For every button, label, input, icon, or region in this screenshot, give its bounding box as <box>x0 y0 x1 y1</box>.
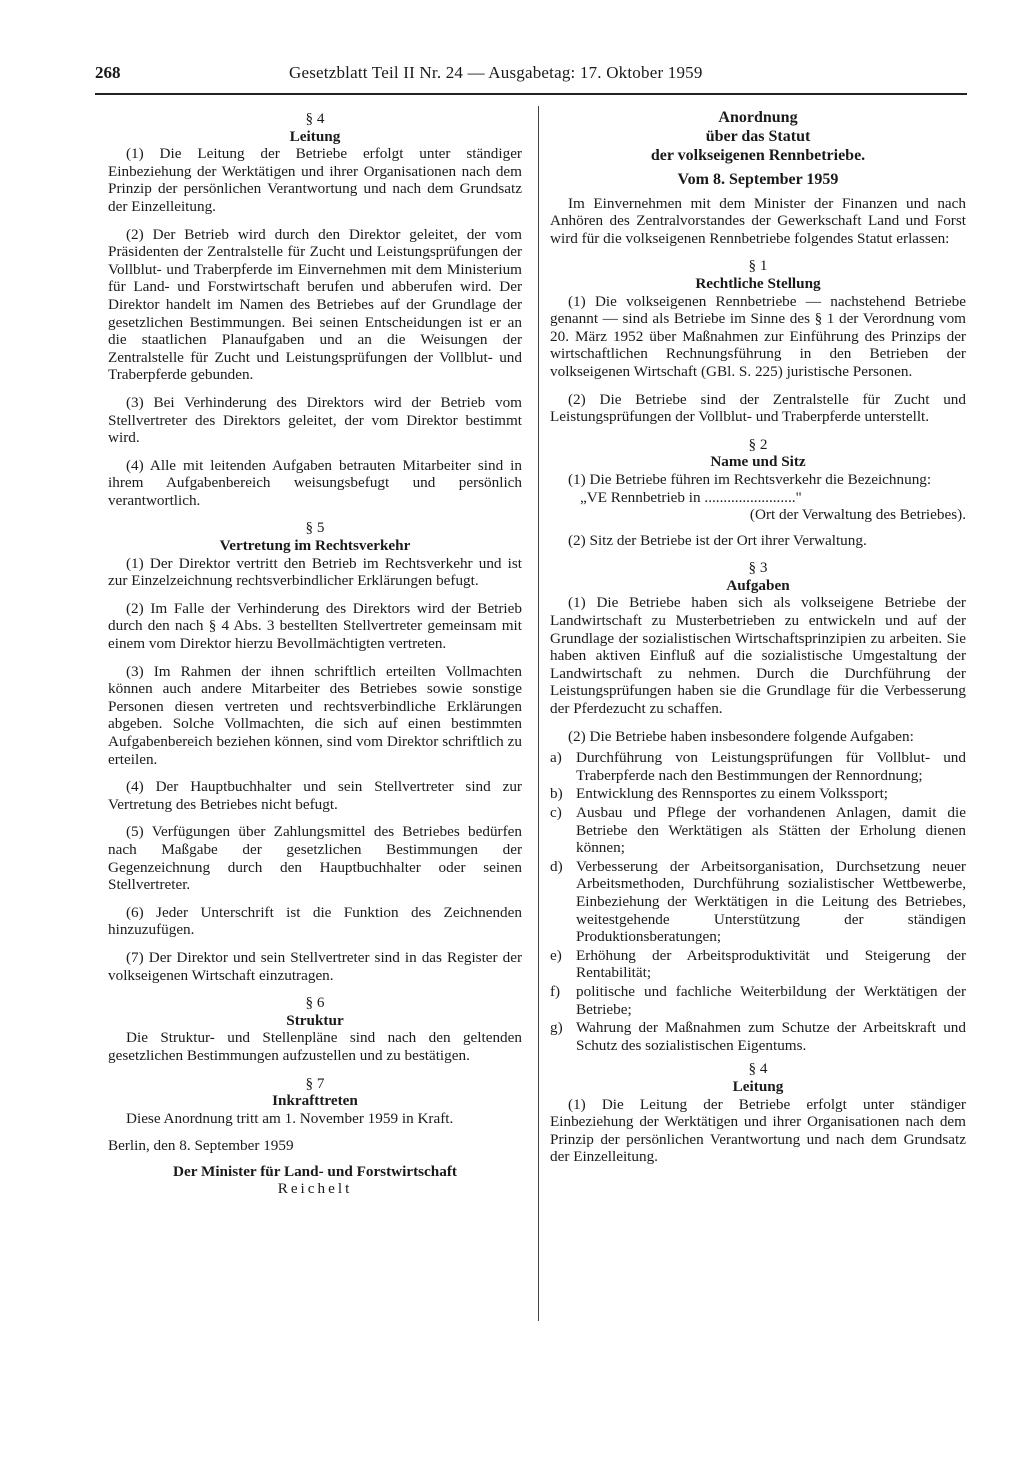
paragraph: (1) Die volkseigenen Rennbetriebe — nachstehend Betriebe genannt — sind als Betriebe im Sinne des § 1 der Verordnung vom 20. März 1952 über Maßnahmen zur Einführung des Prinzips der wirtschaftlichen Rechnungsführung in den Betrieben der volkseigenen Wirtschaft (GBl. S. 225) juristische Personen. <box>550 292 966 380</box>
section-5 <box>108 519 522 984</box>
list-item-text: Ausbau und Pflege der vorhandenen Anlagen, damit die Betriebe den Werktätigen als Stätten der Erholung dienen können; <box>576 804 966 857</box>
paragraph: Die Struktur- und Stellenpläne sind nach den geltenden gesetzlichen Bestimmungen aufzustellen und zu bestätigen. <box>108 1029 522 1064</box>
section-title: Vertretung im Rechtsverkehr <box>219 537 411 555</box>
list-item <box>550 785 966 803</box>
list-item-label: c) <box>550 804 562 821</box>
list-item-text: Verbesserung der Arbeitsorganisation, Durchsetzung neuer Arbeitsmethoden, Durchführung sozialistischer Wettbewerbe, Einbeziehung der Werktätigen in die Leitung des Betriebes, weitestgehende Unterstützung der ständigen Produktionsberatungen; <box>576 857 966 946</box>
list-item-text: Durchführung von Leistungsprüfungen für Vollblut- und Traberpferde nach den Bestimmungen der Rennordnung; <box>576 749 966 784</box>
section-4-right <box>550 1060 966 1166</box>
paragraph: (1) Der Direktor vertritt den Betrieb im Rechtsverkehr und ist zur Einzelzeichnung rechtsverbindlicher Erklärungen befugt. <box>108 554 522 590</box>
section-number: § 2 <box>748 435 768 453</box>
paragraph: (4) Alle mit leitenden Aufgaben betrauten Mitarbeiter sind in ihrem Aufgabenbereich weisungsbefugt und persönlich verantwortlich. <box>108 456 522 509</box>
list-item-text: Entwicklung des Rennsportes zu einem Volkssport; <box>576 785 889 803</box>
running-title: Gesetzblatt Teil II Nr. 24 — Ausgabetag: 17. Oktober 1959 <box>289 63 703 82</box>
section-number: § 3 <box>748 559 768 577</box>
section-2 <box>550 436 966 550</box>
section-number: § 5 <box>305 519 325 537</box>
list-item <box>550 1019 966 1054</box>
section-number: § 7 <box>305 1074 325 1092</box>
section-number: § 1 <box>748 257 768 275</box>
list-item <box>550 983 966 1018</box>
list-item-label: g) <box>550 1019 563 1037</box>
list-item-label: e) <box>550 946 562 964</box>
section-3 <box>550 559 966 1054</box>
list-item-text: Erhöhung der Arbeitsproduktivität und Steigerung der Rentabilität; <box>576 946 966 982</box>
section-7 <box>108 1075 522 1128</box>
paragraph: (2) Im Falle der Verhinderung des Direktors wird der Betrieb durch den nach § 4 Abs. 3 bestellten Stellvertreter gemeinsam mit einem vom Direktor hierzu Bevollmächtigten vertreten. <box>108 599 522 653</box>
list-item-label: d) <box>550 857 563 875</box>
list-item <box>550 858 966 946</box>
section-title: Rechtliche Stellung <box>695 274 821 292</box>
section-title: Leitung <box>289 127 341 145</box>
section-4-left <box>108 110 522 509</box>
page-number: 268 <box>95 63 121 82</box>
section-title: Struktur <box>286 1011 344 1029</box>
document-date: Vom 8. September 1959 <box>677 171 839 188</box>
section-6 <box>108 994 522 1064</box>
page-header <box>95 63 967 95</box>
signatory-name: Reichelt <box>277 1180 353 1198</box>
paragraph: (3) Im Rahmen der ihnen schriftlich erteilten Vollmachten können auch andere Mitarbeiter des Betriebes sowie sonstige Personen diesen vertreten und rechtsverbindliche Erklärungen abgeben. Solche Vollmachten, die sich auf einen bestimmten Aufgabenbereich beziehen können, sind vom Direktor schriftlich zu erteilen. <box>108 662 522 768</box>
section-title: Aufgaben <box>726 576 790 594</box>
paragraph: (5) Verfügungen über Zahlungsmittel des Betriebes bedürfen nach Maßgabe der gesetzlichen Bestimmungen der Gegenzeichnung durch den Hauptbuchhalter oder seinen Stellvertreter. <box>108 823 522 894</box>
paragraph: (1) Die Leitung der Betriebe erfolgt unter ständiger Einbeziehung der Werktätigen und ihrer Organisationen nach dem Prinzip der persönlichen Verantwortung und nach dem Grundsatz der Einzelleitung. <box>108 145 522 215</box>
paragraph: (1) Die Betriebe haben sich als volkseigene Betriebe der Landwirtschaft zu Musterbetrieben zu entwickeln und auf der Grundlage der sozialistischen Wirtschaftsprinzipien zu arbeiten. Sie haben aktiven Einfluß auf die sozialistische Umgestaltung der Landwirtschaft zu nehmen. Durch die Durchführung der Leistungsprüfungen haben sie die Grundlage für die Verbesserung der Pferdezucht zu schaffen. <box>550 594 966 718</box>
column-divider <box>538 106 539 1321</box>
left-column <box>108 106 522 1198</box>
list-item-label: a) <box>550 749 562 767</box>
paragraph: (4) Der Hauptbuchhalter und sein Stellvertreter sind zur Vertretung des Betriebes nicht befugt. <box>108 778 522 813</box>
designation-note: (Ort der Verwaltung des Betriebes). <box>749 506 966 524</box>
section-1 <box>550 257 966 425</box>
designation-formula: „VE Rennbetrieb in ........................" <box>580 488 802 506</box>
paragraph: (2) Sitz der Betriebe ist der Ort ihrer Verwaltung. <box>568 531 867 549</box>
list-item <box>550 947 966 982</box>
document-title-line: der volkseigenen Rennbetriebe. <box>650 147 866 164</box>
section-title: Inkrafttreten <box>272 1092 358 1110</box>
right-column <box>550 108 966 1176</box>
section-number: § 6 <box>305 994 325 1012</box>
section-number: § 4 <box>305 110 325 127</box>
list-item-label: f) <box>550 982 561 1000</box>
preamble: Im Einvernehmen mit dem Minister der Finanzen und nach Anhören des Zentralvorstandes der Gewerkschaft Land und Forst wird für die volkseigenen Rennbetriebe folgendes Statut erlassen: <box>550 194 966 247</box>
list-item <box>550 749 966 784</box>
paragraph: (1) Die Betriebe führen im Rechtsverkehr die Bezeichnung: <box>568 470 932 488</box>
paragraph: (6) Jeder Unterschrift ist die Funktion des Zeichnenden hinzuzufügen. <box>108 903 522 939</box>
minister-title: Der Minister für Land- und Forstwirtschaft <box>173 1162 457 1180</box>
paragraph: (2) Der Betrieb wird durch den Direktor geleitet, der vom Präsidenten der Zentralstelle für Zucht und Leistungsprüfungen der Vollblut- und Traberpferde im Einvernehmen mit dem Ministerium für Land- und Forstwirtschaft berufen und abberufen wird. Der Direktor handelt im Namen des Betriebes auf der Grundlage der gesetzlichen Bestimmungen. Bei seinen Entscheidungen ist er an die staatlichen Planaufgaben und an die Weisungen der Zentralstelle für Zucht und Leistungsprüfungen der Vollblut- und Traberpferde gebunden. <box>108 225 522 384</box>
list-item-label: b) <box>550 785 563 803</box>
list-item <box>550 804 966 857</box>
paragraph: Diese Anordnung tritt am 1. November 1959 in Kraft. <box>126 1109 454 1127</box>
paragraph: (2) Die Betriebe sind der Zentralstelle für Zucht und Leistungsprüfungen der Vollblut- und Traberpferde unterstellt. <box>550 390 966 426</box>
section-title: Leitung <box>732 1077 784 1095</box>
paragraph: (7) Der Direktor und sein Stellvertreter sind in das Register der volkseigenen Wirtschaft einzutragen. <box>108 948 522 984</box>
list-item-text: politische und fachliche Weiterbildung der Werktätigen der Betriebe; <box>576 982 966 1018</box>
document-title-line: über das Statut <box>705 128 811 145</box>
document-title-line: Anordnung <box>718 109 798 126</box>
paragraph: (1) Die Leitung der Betriebe erfolgt unter ständiger Einbeziehung der Werktätigen und ihrer Organisationen nach dem Prinzip der persönlichen Verantwortung und nach dem Grundsatz der Einzelleitung. <box>550 1095 966 1166</box>
place-date: Berlin, den 8. September 1959 <box>108 1137 294 1155</box>
paragraph: (3) Bei Verhinderung des Direktors wird der Betrieb vom Stellvertreter des Direktors geleitet, der vom Direktor bestimmt wird. <box>108 393 522 447</box>
paragraph: (2) Die Betriebe haben insbesondere folgende Aufgaben: <box>568 727 914 745</box>
task-list <box>550 749 966 1054</box>
list-item-text: Wahrung der Maßnahmen zum Schutze der Arbeitskraft und Schutz des sozialistischen Eigentums. <box>576 1019 966 1054</box>
section-number: § 4 <box>748 1060 768 1078</box>
section-title: Name und Sitz <box>710 453 806 471</box>
